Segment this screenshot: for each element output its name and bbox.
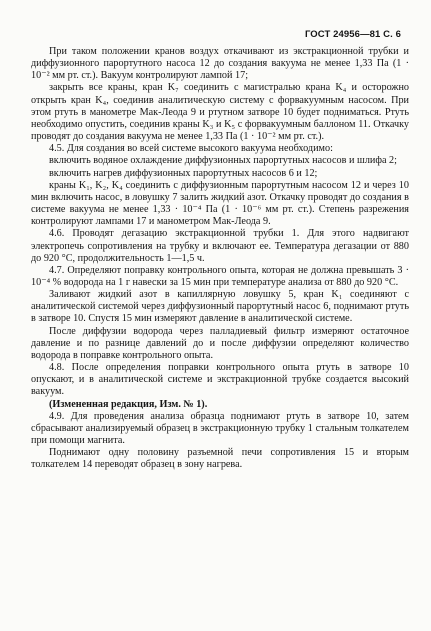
paragraph-4-8: 4.8. После определения поправки контрольного опыта ртуть в затворе 10 опускают, и в аналитической системе и экстракционной трубке создается высокий вакуум. [31, 362, 409, 398]
paragraph-cooling: включить водяное охлаждение диффузионных парортутных насосов и шлифа 2; [49, 155, 397, 167]
paragraph-close-valves: закрыть все краны, кран K₇ соединить с магистралью крана K₄ и осторожно открыть кран K₄, соединив аналитическую систему с форвакуумным насосом. При этом ртуть в манометре Мак-Леода 9 и ртутном затворе 10 будет подниматься. Ртуть необходимо опустить, соединив краны K₃ и K₅ с форвакуумным баллоном 11. Откачку проводят до создания вакуума не менее 1,33 Па (1 · 10⁻² мм рт. ст.). [31, 82, 409, 143]
paragraph-furnace: Поднимают одну половину разъемной печи сопротивления 15 и вторым толкателем 14 переводят образец в зону нагрева. [31, 447, 409, 471]
paragraph-4-7: 4.7. Определяют поправку контрольного опыта, которая не должна превышать 3 · 10⁻⁴ % водорода на 1 г навески за 15 мин при температуре анализа от 880 до 920 °С. [31, 264, 409, 288]
paragraph-4-9: 4.9. Для проведения анализа образца поднимают ртуть в затворе 10, затем сбрасывают анализируемый образец в экстракционную трубку 1 стальным толкателем при помощи магнита. [31, 410, 409, 446]
paragraph-heating: включить нагрев диффузионных парортутных насосов 6 и 12; [49, 167, 318, 179]
page-header: ГОСТ 24956—81 С. 6 [304, 29, 401, 40]
document-body [31, 46, 409, 471]
amendment-note: (Измененная редакция, Изм. № 1). [49, 398, 208, 410]
paragraph-valves-connect: краны K₁, K₂, K₄ соединить с диффузионным парортутным насосом 12 и через 10 мин включить насос, в ловушку 7 залить жидкий азот. Откачку проводят до создания в системе вакуума не менее 1,33 · 10⁻⁴ Па (1 · 10⁻⁶ мм рт. ст.). Степень разрежения контролируют лампами 17 и манометром Мак-Леода 9. [31, 179, 409, 228]
paragraph-nitrogen: Заливают жидкий азот в капиллярную ловушку 5, кран K₁ соединяют с аналитической системой через диффузионный парортутный насос 6, поднимают ртуть в затворе 10. Спустя 15 мин измеряют давление в аналитической системе. [31, 289, 409, 325]
paragraph-diffusion: После диффузии водорода через палладиевый фильтр измеряют остаточное давление и по разнице давлений до и после диффузии определяют количество водорода в поправке контрольного опыта. [31, 325, 409, 361]
paragraph-4-6: 4.6. Проводят дегазацию экстракционной трубки 1. Для этого надвигают электропечь сопротивления на трубку и включают ее. Температура дегазации от 880 до 920 °С, продолжительность 1—1,5 ч. [31, 228, 409, 264]
paragraph-4-5: 4.5. Для создания во всей системе высокого вакуума необходимо: [49, 143, 333, 155]
paragraph-intro: При таком положении кранов воздух откачивают из экстракционной трубки и диффузионного парортутного насоса 12 до создания вакуума не менее 1,33 Па (1 · 10⁻² мм рт. ст.). Вакуум контролируют лампой 17; [31, 46, 409, 82]
